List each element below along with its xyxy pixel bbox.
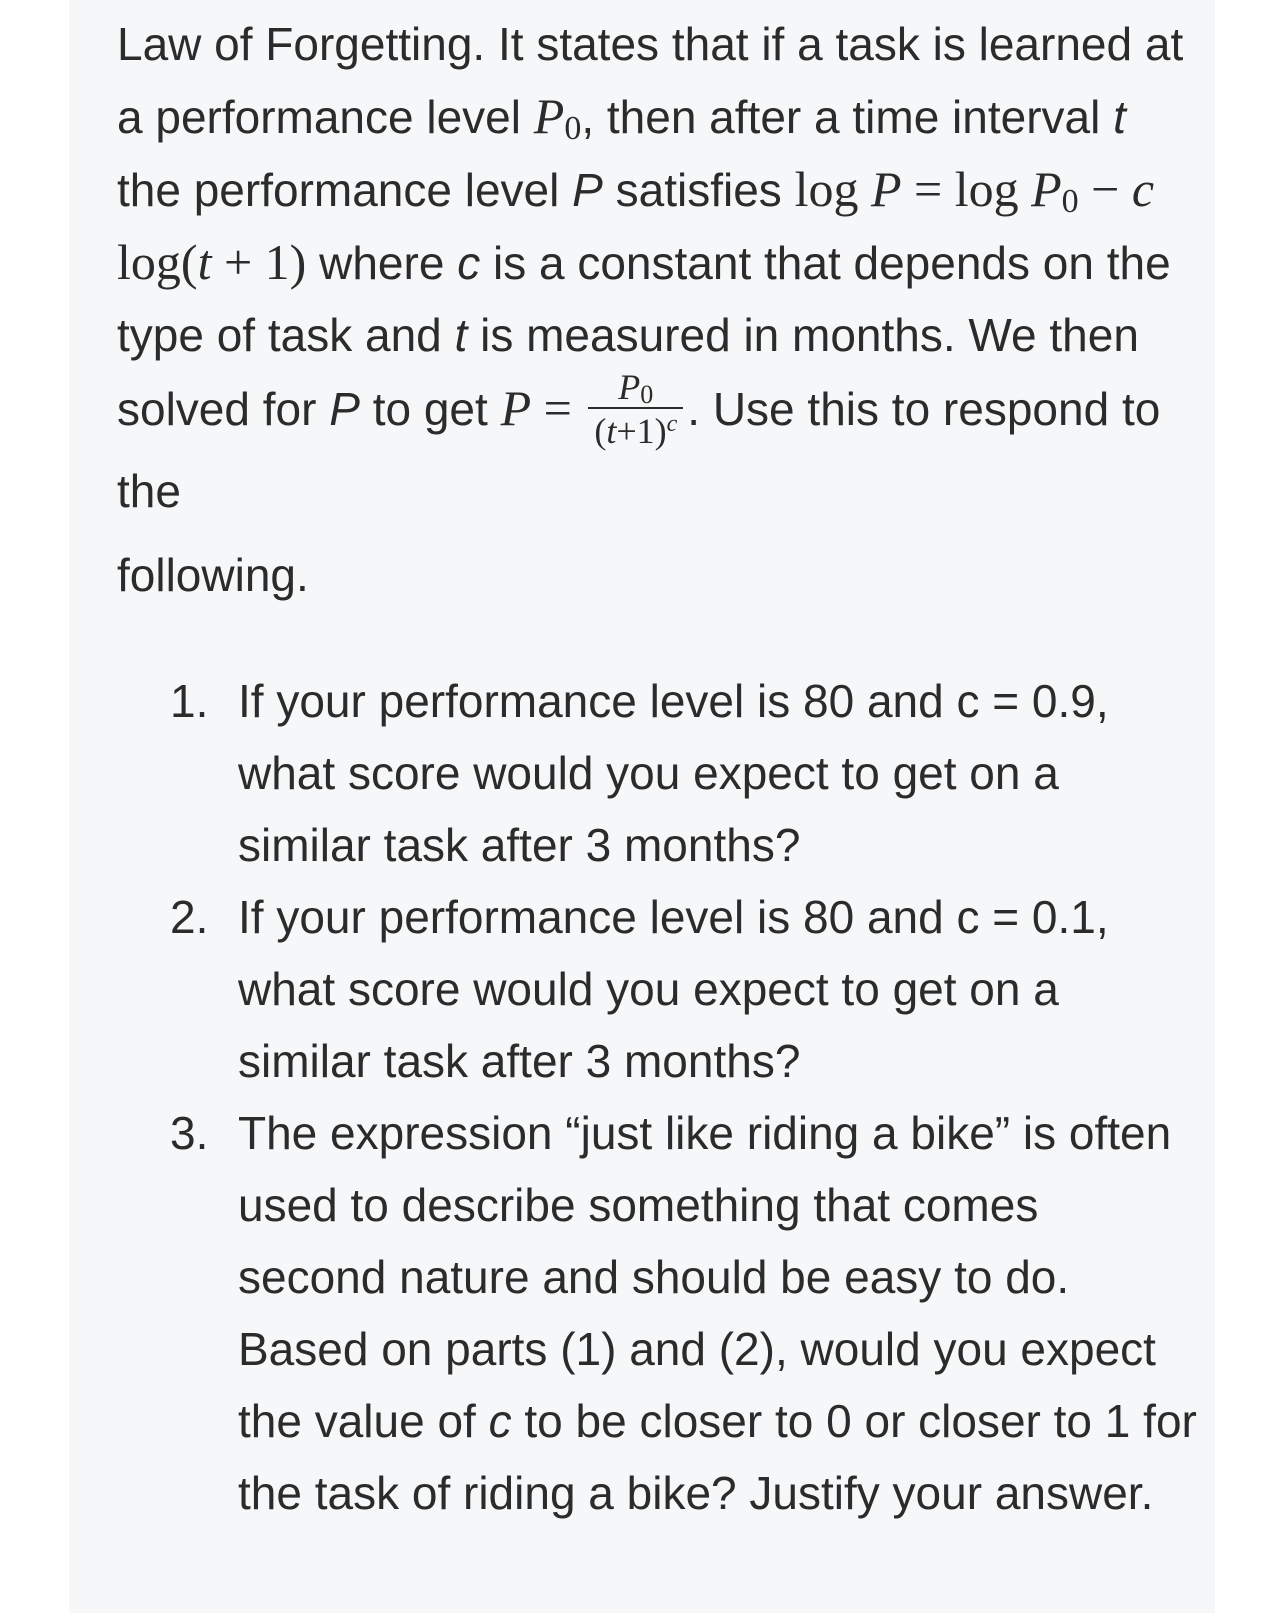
question-text: If your performance level is 80 and c = 0.1, what score would you expect to get on a similar task after 3 months? [238,891,1109,1087]
symbol-P: P [572,164,603,216]
symbol-P-2: P [329,383,360,436]
intro-text-10: following. [117,549,309,601]
symbol-c-question: c [488,1395,512,1447]
list-item [170,1097,1197,1529]
list-item [170,665,1197,881]
intro-text-4: satisfies [615,164,782,216]
fraction-denominator: $(t+1)^c$ [588,407,683,451]
intro-text-2: , then after a time interval [581,91,1101,143]
intro-text-9: . Use this to respond to the [117,383,1161,517]
question-number: 3. [170,1107,209,1159]
question-text: The expression “just like riding a bike” is often used to describe something that comes second nature and should be easy to do. Based on parts (1) and (2), would you expect the value of [238,1107,1172,1447]
symbol-t-2: t [454,309,468,361]
solved-equation-lhs: P = [500,380,585,437]
list-item [170,881,1197,1097]
intro-text-5: where [319,237,445,289]
intro-paragraph [117,8,1197,611]
symbol-t: t [1113,91,1126,143]
solved-equation-fraction [588,367,683,451]
intro-text-7: is measured in months. We then solved for [117,309,1139,436]
question-number: 1. [170,675,209,727]
fraction-numerator: $P_0$ [618,367,654,409]
symbol-c: c [457,237,481,289]
document-body [117,8,1197,1529]
intro-text-1: Law of Forgetting. It states that if a task is learned at a performance level [117,18,1184,143]
symbol-P0: $P_0$ [533,88,582,147]
question-number: 2. [170,891,209,943]
question-text-end: to be closer to 0 or closer to 1 for the task of riding a bike? Justify your answer. [238,1395,1197,1519]
intro-text-3: the performance level [117,164,560,216]
intro-text-8: to get [372,383,488,436]
intro-text-6: is a constant that depends on the type of task and [117,237,1171,361]
question-text: If your performance level is 80 and c = 0.9, what score would you expect to get on a similar task after 3 months? [238,675,1109,871]
question-list [117,665,1197,1529]
forgetting-equation: $\log P = \log P_0 - c$ log(t + 1) [117,161,1155,290]
